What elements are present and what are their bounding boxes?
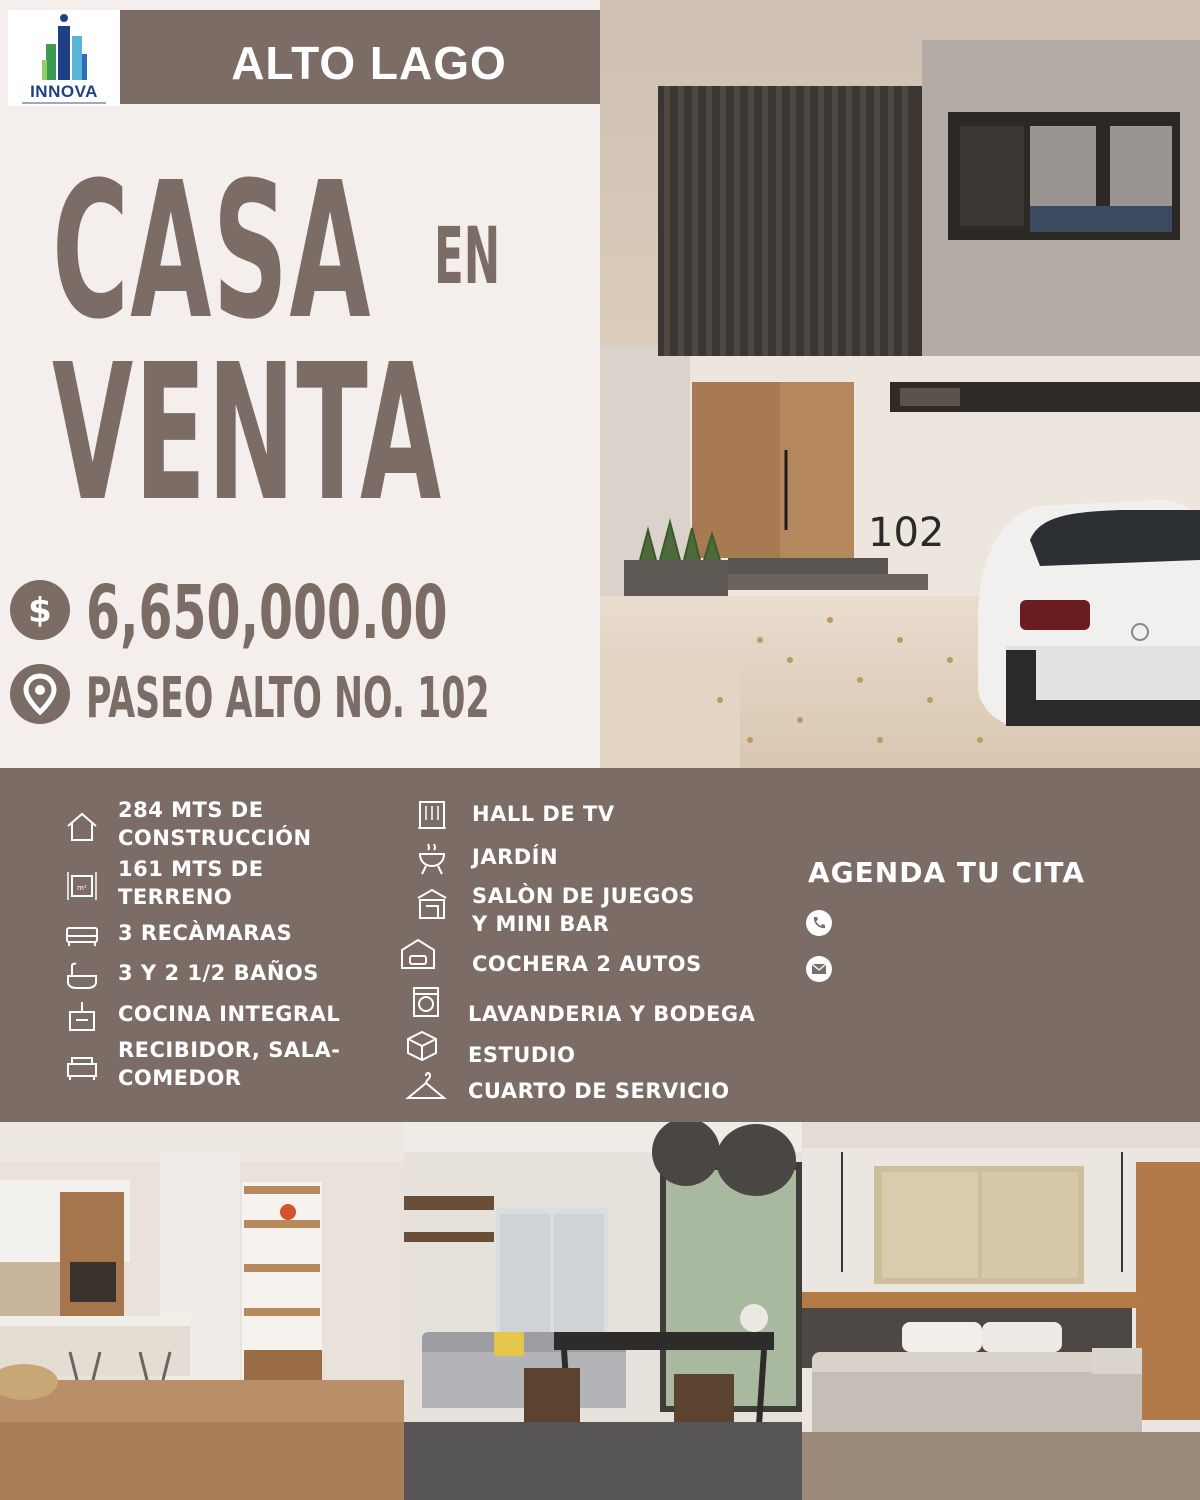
- garage-icon: [400, 936, 436, 972]
- living-dining-interior-photo: [404, 1122, 802, 1500]
- headline-en: EN: [434, 212, 501, 302]
- svg-text:m²: m²: [77, 884, 87, 892]
- feature-text: CUARTO DE SERVICIO: [468, 1079, 730, 1103]
- kitchen-interior-photo: [0, 1122, 404, 1500]
- house-icon: [64, 808, 100, 844]
- feature-laundry: [468, 1000, 755, 1028]
- title-banner: [120, 10, 618, 104]
- feature-bathrooms: [118, 959, 319, 987]
- game-room-icon: [414, 886, 450, 922]
- bed-icon: [64, 916, 100, 952]
- feature-text: SALÒN DE JUEGOS Y MINI BAR: [472, 884, 695, 936]
- feature-tv-hall: [472, 800, 615, 828]
- features-section: [0, 768, 1200, 1122]
- feature-text: COCHERA 2 AUTOS: [472, 952, 702, 976]
- logo-text: INNOVA: [30, 82, 98, 101]
- tv-hall-icon: [414, 798, 450, 834]
- feature-construction: [118, 796, 312, 852]
- email-icon[interactable]: [806, 956, 832, 982]
- logo-tagline-line: [22, 102, 106, 104]
- feature-text: COCINA INTEGRAL: [118, 1002, 341, 1026]
- contact-heading: AGENDA TU CITA: [808, 856, 1086, 889]
- house-exterior-photo: [600, 0, 1200, 768]
- bathtub-icon: [64, 958, 100, 994]
- feature-text: ESTUDIO: [468, 1043, 576, 1067]
- feature-studio: [468, 1041, 575, 1069]
- feature-text: 161 MTS DE TERRENO: [118, 857, 264, 909]
- feature-text: 284 MTS DE CONSTRUCCIÓN: [118, 798, 312, 850]
- feature-garage: [472, 950, 702, 978]
- dollar-icon: [10, 580, 70, 640]
- feature-kitchen: [118, 1000, 340, 1028]
- feature-living: [118, 1036, 340, 1092]
- innova-logo: [8, 10, 120, 106]
- feature-land: [118, 855, 264, 911]
- kitchen-icon: [64, 998, 100, 1034]
- sofa-icon: [64, 1048, 100, 1084]
- price-value: 6,650,000.00: [86, 570, 448, 656]
- feature-bedrooms: [118, 919, 292, 947]
- feature-text: HALL DE TV: [472, 802, 615, 826]
- feature-service-room: [468, 1077, 730, 1105]
- building-logo-icon: [40, 14, 88, 82]
- feature-text: JARDÍN: [472, 845, 559, 869]
- feature-text: RECIBIDOR, SALA- COMEDOR: [118, 1038, 341, 1090]
- feature-game-room: [472, 882, 695, 938]
- phone-icon[interactable]: [806, 910, 832, 936]
- feature-garden: [472, 843, 558, 871]
- feature-text: 3 Y 2 1/2 BAÑOS: [118, 961, 319, 985]
- page-title: ALTO LAGO: [231, 37, 507, 89]
- washing-machine-icon: [408, 984, 444, 1020]
- grill-icon: [414, 840, 450, 876]
- bedroom-interior-photo: [802, 1122, 1200, 1500]
- svg-text:$: $: [28, 591, 52, 631]
- area-icon: [64, 868, 100, 904]
- feature-text: LAVANDERIA Y BODEGA: [468, 1002, 756, 1026]
- hanger-icon: [404, 1070, 448, 1106]
- house-number: 102: [868, 510, 945, 556]
- feature-text: 3 RECÀMARAS: [118, 921, 293, 945]
- address-value: PASEO ALTO NO. 102: [86, 666, 490, 731]
- headline-venta: VENTA: [52, 324, 443, 543]
- location-pin-icon: [10, 664, 70, 724]
- headline-casa: CASA: [52, 142, 372, 361]
- box-icon: [404, 1028, 440, 1064]
